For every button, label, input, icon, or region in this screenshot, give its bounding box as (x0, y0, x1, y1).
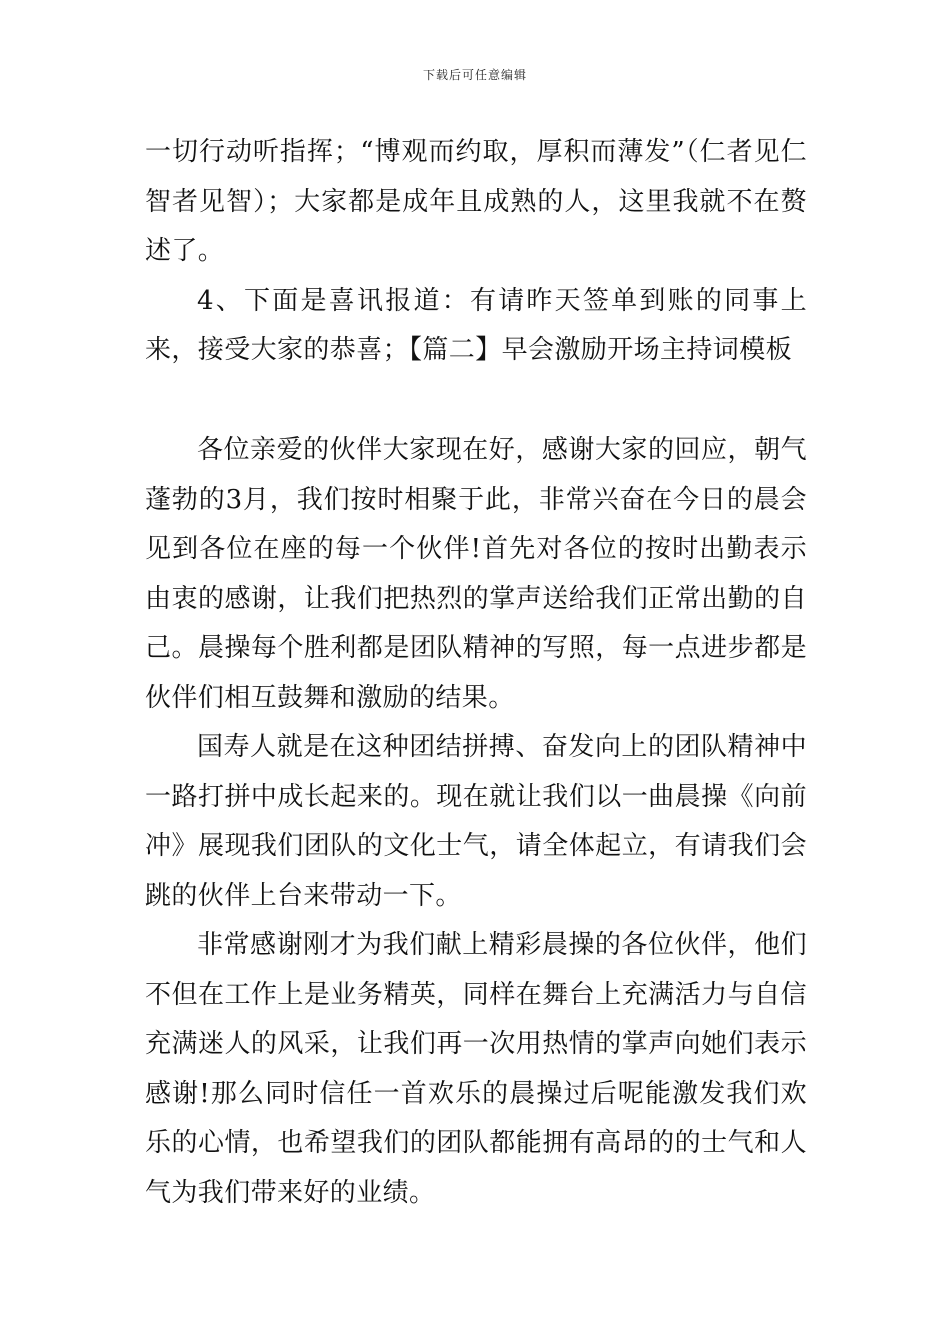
header-note: 下载后可任意编辑 (422, 68, 527, 82)
paragraph-5: 非常感谢刚才为我们献上精彩晨操的各位伙伴，他们不但在工作上是业务精英，同样在舞台上充满活力与自信充满迷人的风采，让我们再一次用热情的掌声向她们表示感谢!那么同时信任一首欢乐的晨操过后呢能激发我们欢乐的心情，也希望我们的团队都能拥有高昂的的士气和人气为我们带来好的业绩。 (145, 930, 807, 1208)
paragraph-2: 4、下面是喜讯报道：有请昨天签单到账的同事上来，接受大家的恭喜；【篇二】早会激励开场主持词模板 (145, 285, 807, 365)
paragraph-4: 国寿人就是在这种团结拼搏、奋发向上的团队精神中一路打拼中成长起来的。现在就让我们以一曲晨操《向前冲》展现我们团队的文化士气，请全体起立，有请我们会跳的伙伴上台来带动一下。 (145, 732, 807, 911)
text-block-section-two (145, 426, 807, 1218)
paragraph-3: 各位亲爱的伙伴大家现在好，感谢大家的回应，朝气蓬勃的3月，我们按时相聚于此，非常兴奋在今日的晨会见到各位在座的每一个伙伴!首先对各位的按时出勤表示由衷的感谢，让我们把热烈的掌声送给我们正常出勤的自己。晨操每个胜利都是团队精神的写照，每一点进步都是伙伴们相互鼓舞和激励的结果。 (145, 435, 807, 713)
paragraph-1: 一切行动听指挥；“博观而约取，厚积而薄发”（仁者见仁智者见智）；大家都是成年且成熟的人，这里我就不在赘述了。 (145, 137, 807, 266)
text-block-continuation (145, 128, 807, 376)
